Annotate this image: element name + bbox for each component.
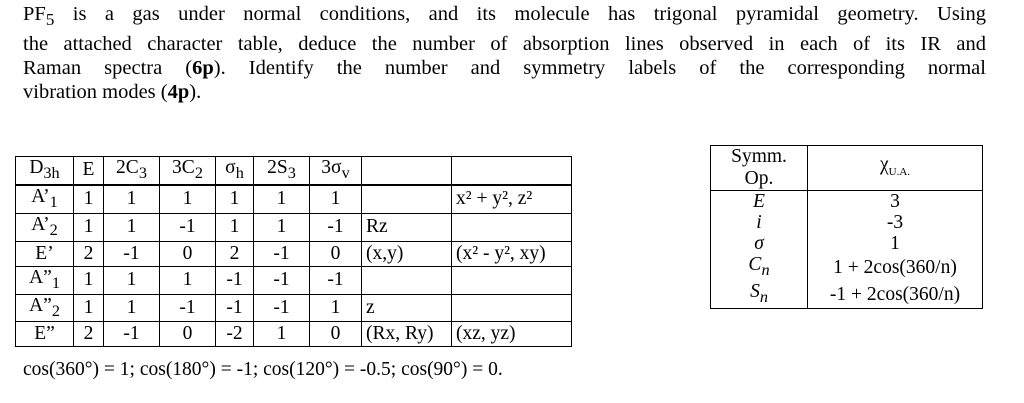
irrep-label: E’: [16, 241, 74, 266]
character-value: -2: [216, 322, 254, 347]
irrep-row: [16, 213, 572, 241]
quadratic-function: [452, 294, 572, 322]
character-value: 0: [310, 241, 362, 266]
character-value: 1: [104, 294, 160, 322]
character-value: 1: [310, 294, 362, 322]
character-value: 1: [74, 185, 104, 213]
linear-function: [362, 185, 452, 213]
irrep-label: $A”_1$: [16, 266, 74, 294]
subscript: v: [341, 163, 350, 182]
quadratic-function: [452, 266, 572, 294]
points-6p: 6p: [192, 57, 214, 80]
character-value: 0: [310, 322, 362, 347]
character-value: 1: [104, 185, 160, 213]
formula-subscript: 5: [45, 10, 55, 30]
character-value: -1: [310, 266, 362, 294]
subscript: 3h: [43, 163, 60, 182]
chi-table-header: [711, 146, 983, 191]
character-value: 0: [160, 322, 216, 347]
subscript: 1: [49, 192, 58, 211]
reducible-representation-table: [710, 145, 983, 309]
symmetry-operation: $C_n$: [711, 254, 808, 281]
character-value: -1: [104, 322, 160, 347]
points-4p: 4p: [167, 81, 190, 104]
cosine-values-note: cos(360°) = 1; cos(180°) = -1; cos(120°) = -0.5; cos(90°) = 0.: [23, 359, 503, 380]
question-line-3-c: ). Identify the number and symmetry labels of the corresponding normal: [213, 57, 986, 80]
character-value: -1: [216, 266, 254, 294]
quadratic-header-blank: [452, 157, 572, 185]
character-value: 1: [104, 266, 160, 294]
irrep-label: $A”_2$: [16, 294, 74, 322]
question-line-4-c: ).: [189, 81, 202, 104]
question-line-4: [23, 80, 986, 104]
class-header-5: $3\sigma_v$: [310, 157, 362, 185]
irrep-row: [16, 294, 572, 322]
character-value: 1: [310, 185, 362, 213]
irrep-label: $A’_2$: [16, 213, 74, 241]
character-value: 2: [74, 241, 104, 266]
irrep-label: E”: [16, 322, 74, 347]
question-line-1-text: is a gas under normal conditions, and its molecule has trigonal pyramidal geometry. Using: [54, 3, 986, 25]
character-value: 1: [254, 322, 310, 347]
irrep-row: [16, 241, 572, 266]
character-value: 1: [254, 213, 310, 241]
subscript: n: [759, 287, 768, 306]
class-header-2: $3C_2$: [160, 157, 216, 185]
chi-row: [711, 233, 983, 254]
character-value: 1: [74, 213, 104, 241]
character-value: 1: [160, 185, 216, 213]
irrep-row: [16, 266, 572, 294]
chi-value: -3: [808, 212, 983, 233]
character-value: -1: [310, 213, 362, 241]
question-text: [23, 2, 986, 104]
point-group-label: $D_{3h}$: [16, 157, 74, 185]
character-value: 1: [104, 213, 160, 241]
subscript: h: [235, 163, 244, 182]
class-header-4: $2S_3$: [254, 157, 310, 185]
character-value: 1: [254, 185, 310, 213]
subscript: 1: [51, 273, 60, 292]
subscript: 2: [194, 163, 203, 182]
character-table-d3h: [15, 156, 572, 347]
chi-row: [711, 254, 983, 281]
character-value: -1: [254, 294, 310, 322]
question-line-3: [23, 56, 986, 80]
character-value: -1: [160, 213, 216, 241]
character-table-header: [16, 157, 572, 185]
question-line-4-a: vibration modes (: [23, 81, 168, 104]
chi-subscript: U.A.: [888, 165, 911, 178]
linear-function: (x,y): [362, 241, 452, 266]
character-value: 0: [160, 241, 216, 266]
class-header-0: E: [74, 157, 104, 185]
symmetry-operation-header: Symm. Op.: [711, 146, 808, 191]
linear-function: [362, 266, 452, 294]
character-value: 1: [74, 266, 104, 294]
chi-header: $\chi_{U.A.}$: [808, 146, 983, 191]
class-header-1: $2C_3$: [104, 157, 160, 185]
chi-value: 3: [808, 191, 983, 213]
subscript: 2: [51, 301, 60, 320]
quadratic-function: [452, 213, 572, 241]
character-value: 2: [74, 322, 104, 347]
character-value: 2: [216, 241, 254, 266]
character-value: 1: [160, 266, 216, 294]
subscript: 2: [49, 220, 58, 239]
chi-value: -1 + 2cos(360/n): [808, 281, 983, 308]
chi-row: [711, 281, 983, 308]
character-value: 1: [216, 213, 254, 241]
symmetry-operation: E: [711, 191, 808, 213]
symmetry-operation: σ: [711, 233, 808, 254]
symmetry-operation: $S_n$: [711, 281, 808, 308]
quadratic-function: x² + y², z²: [452, 185, 572, 213]
formula-pf: PF: [23, 3, 46, 25]
character-value: -1: [216, 294, 254, 322]
chi-row: [711, 212, 983, 233]
subscript: 3: [287, 163, 296, 182]
character-value: -1: [104, 241, 160, 266]
subscript: 3: [138, 163, 147, 182]
quadratic-function: (xz, yz): [452, 322, 572, 347]
linear-header-blank: [362, 157, 452, 185]
irrep-row: [16, 322, 572, 347]
question-line-1: [23, 2, 986, 32]
character-value: -1: [254, 266, 310, 294]
linear-function: (Rx, Ry): [362, 322, 452, 347]
question-line-3-a: Raman spectra (: [23, 57, 193, 80]
irrep-label: $A’_1$: [16, 185, 74, 213]
chi-row: [711, 191, 983, 213]
chi-value: 1: [808, 233, 983, 254]
character-value: -1: [160, 294, 216, 322]
symmetry-operation: i: [711, 212, 808, 233]
subscript: n: [761, 260, 770, 279]
character-value: 1: [216, 185, 254, 213]
character-value: -1: [254, 241, 310, 266]
chi-value: 1 + 2cos(360/n): [808, 254, 983, 281]
linear-function: Rz: [362, 213, 452, 241]
question-line-2: the attached character table, deduce the number of absorption lines observed in each of its IR and: [23, 33, 986, 56]
irrep-row: [16, 185, 572, 213]
quadratic-function: (x² - y², xy): [452, 241, 572, 266]
linear-function: z: [362, 294, 452, 322]
class-header-3: $\sigma_h$: [216, 157, 254, 185]
character-value: 1: [74, 294, 104, 322]
